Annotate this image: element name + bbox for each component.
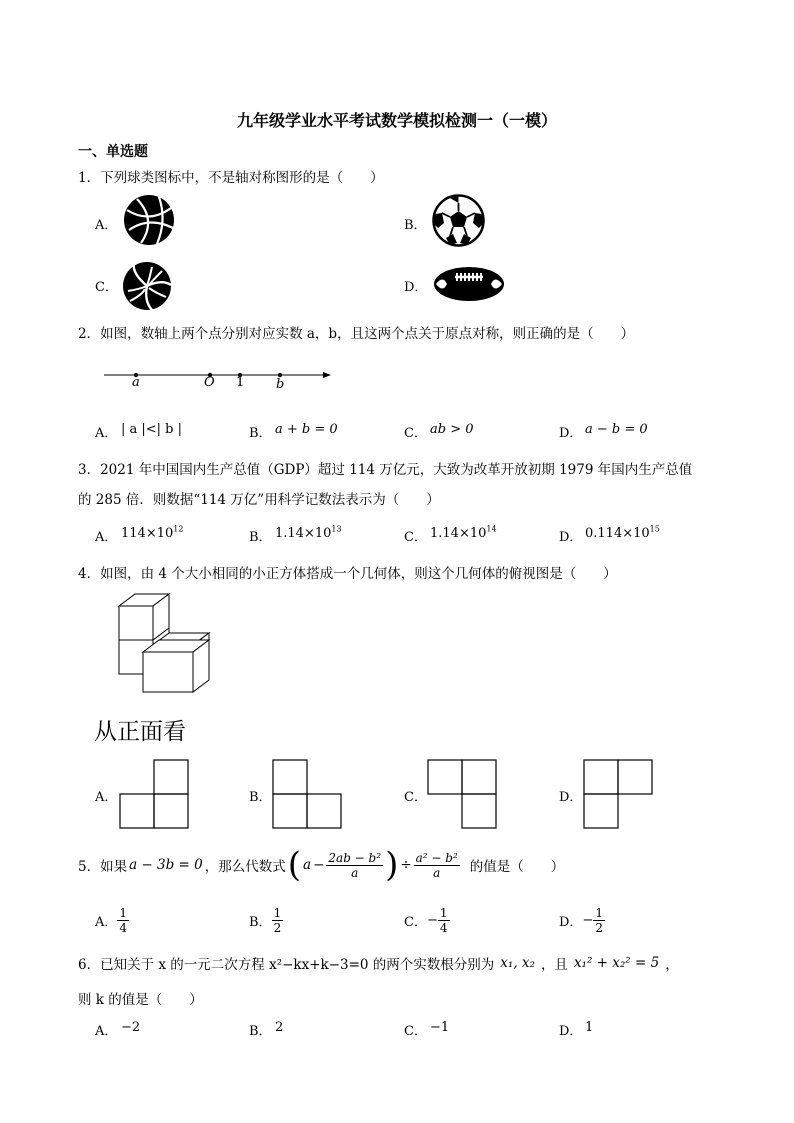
q5-fraction-2: $\frac{\text{a² − b²}}{a}$ (415, 850, 458, 880)
q2-option-d: a − b = 0 (585, 422, 648, 437)
question-4-stem: 4．如图，由 4 个大小相同的小正方体搭成一个几何体，则这个几何体的俯视图是（ ） (78, 566, 617, 582)
q6-option-c-label: C． (404, 1024, 427, 1039)
q2-option-a: | a |<| b | (121, 422, 183, 437)
basketball-icon (123, 194, 175, 246)
q5-prefix: 5．如果 (78, 859, 128, 875)
q5-divide: ÷ (400, 857, 412, 873)
q3-option-b-label: B． (249, 530, 272, 545)
axis-label-o: O (204, 375, 215, 390)
q5-minus: − (313, 857, 325, 873)
q1-option-d-label: D． (404, 280, 428, 295)
q3-option-c: $1.14\times 10^{14}$ (430, 524, 497, 541)
cube-stack-figure (115, 590, 215, 694)
q2-option-b-label: B． (249, 426, 272, 441)
page-title: 九年级学业水平考试数学模拟检测一（一模） (236, 111, 557, 130)
question-6-stem-line1: 6．已知关于 x 的一元二次方程 x²−kx+k−3=0 的两个实数根分别为 x₁, x₂ ，且 x₁² + x₂² = 5 ， (78, 955, 679, 973)
q6-condition: x₁² + x₂² = 5 (573, 955, 660, 971)
q4-option-b-label: B． (249, 790, 272, 805)
q6-option-d-label: D． (559, 1024, 583, 1039)
q4-option-c-diagram (428, 759, 498, 829)
axis-label-one: 1 (236, 375, 245, 390)
q3-option-a: $114\times 10^{12}$ (121, 524, 184, 541)
q4-option-d-diagram (584, 759, 654, 829)
q5-option-c: C． − $\frac{1}{4}$ (404, 905, 448, 935)
question-1-stem: 1．下列球类图标中，不是轴对称图形的是（ ） (78, 170, 384, 186)
q3-option-a-label: A． (95, 530, 118, 545)
section-heading: 一、单选题 (78, 144, 148, 160)
q5-term-a: a (303, 857, 312, 873)
q2-option-a-label: A． (95, 426, 118, 441)
q4-option-d-label: D． (559, 790, 583, 805)
front-view-label: 从正面看 (94, 719, 186, 745)
q5-fraction-1: $\frac{\text{2ab − b²}}{a}$ (328, 850, 382, 880)
q1-option-c-label: C． (95, 280, 118, 295)
q1-option-a-label: A． (95, 218, 118, 233)
q6-option-a: −2 (121, 1020, 141, 1035)
q5-condition: a − 3b = 0 (129, 857, 203, 873)
q3-option-b: $1.14\times 10^{13}$ (275, 524, 342, 541)
q4-option-c-label: C． (404, 790, 427, 805)
q2-option-c: ab > 0 (430, 422, 474, 437)
q2-option-b: a + b = 0 (275, 422, 338, 437)
q5-option-d: D． − $\frac{1}{2}$ (559, 905, 603, 935)
q4-option-a-label: A． (95, 790, 118, 805)
axis-label-b: b (276, 377, 285, 392)
q5-option-b: B． $\frac{1}{2}$ (249, 905, 282, 935)
q6-roots: x₁, x₂ (500, 955, 535, 971)
question-3-stem-line1: 3．2021 年中国国内生产总值（GDP）超过 114 万亿元，大致为改革开放初期 1979 年国内生产总值 (78, 462, 693, 478)
left-paren: ( (287, 845, 302, 885)
question-2-stem: 2．如图，数轴上两个点分别对应实数 a，b，且这两个点关于原点对称，则正确的是（ ） (78, 326, 635, 342)
volleyball-icon (122, 261, 172, 311)
q2-option-c-label: C． (404, 426, 427, 441)
q6-option-a-label: A． (95, 1024, 118, 1039)
q4-option-a-diagram (120, 759, 190, 829)
q5-option-a: A． $\frac{1}{4}$ (95, 905, 128, 935)
q6-option-b: 2 (275, 1020, 284, 1035)
q6-option-b-label: B． (249, 1024, 272, 1039)
question-5-stem (78, 843, 564, 887)
question-6-stem-line2: 则 k 的值是（ ） (78, 992, 203, 1008)
q6-option-d: 1 (585, 1020, 594, 1035)
q3-option-c-label: C． (404, 530, 427, 545)
q3-option-d-label: D． (559, 530, 583, 545)
q3-option-d: $0.114\times 10^{15}$ (585, 524, 660, 541)
question-3-stem-line2: 的 285 倍．则数据“114 万亿”用科学记数法表示为（ ） (78, 492, 440, 508)
axis-label-a: a (132, 375, 140, 390)
q5-suffix: 的值是（ ） (469, 859, 565, 875)
q1-option-b-label: B． (404, 218, 427, 233)
q4-option-b-diagram (273, 759, 343, 829)
right-paren: ) (385, 845, 399, 885)
q6-option-c: −1 (430, 1020, 450, 1035)
q5-middle: ，那么代数式 (204, 859, 286, 875)
rugby-ball-icon (433, 265, 505, 303)
q2-option-d-label: D． (559, 426, 583, 441)
soccer-ball-icon (432, 194, 485, 247)
